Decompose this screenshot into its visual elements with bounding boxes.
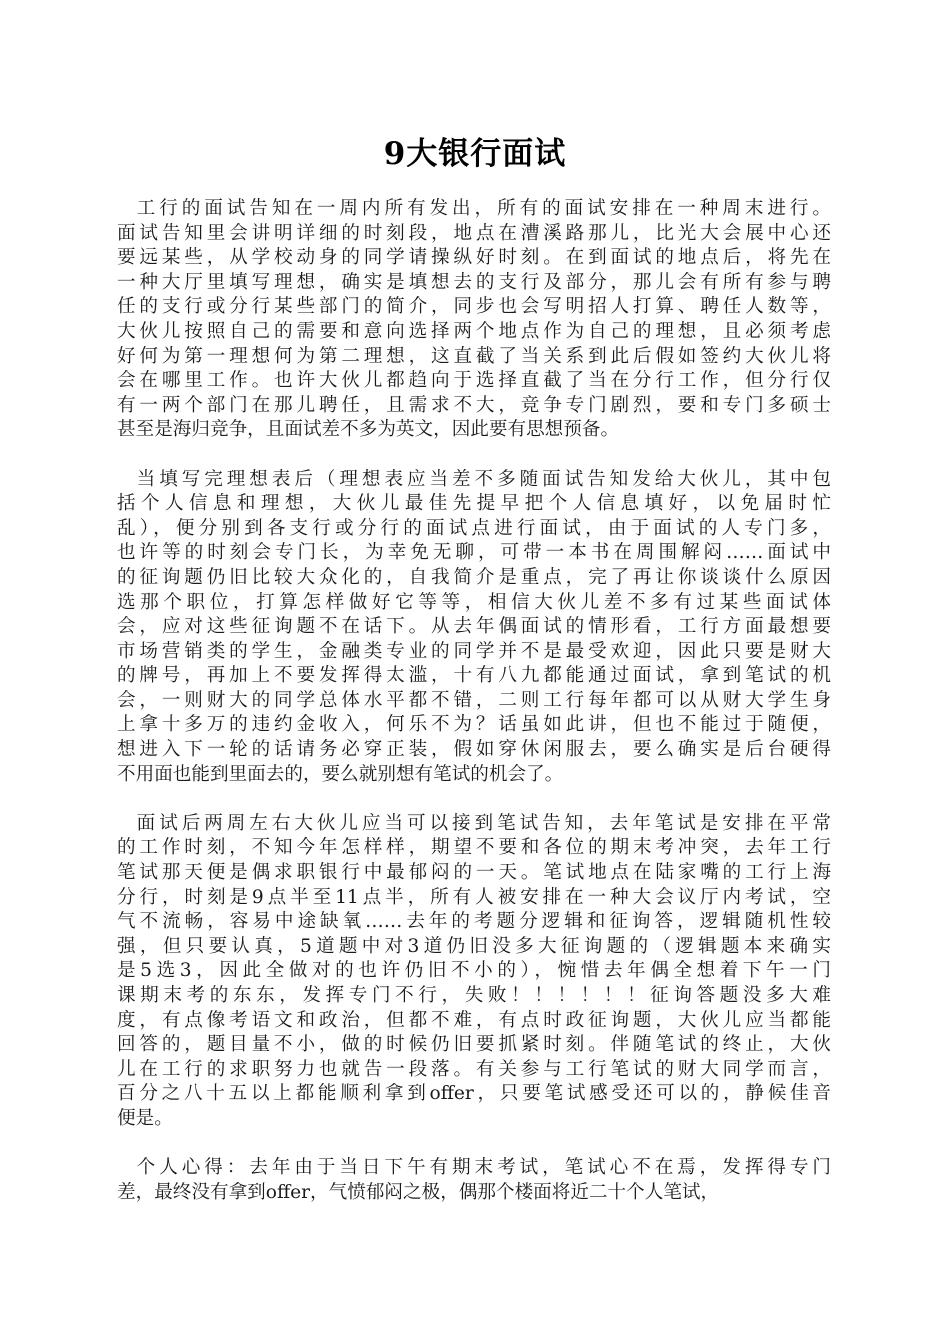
text-line: 甚至是海归竞争，且面试差不多为英文，因此要有思想预备。 [117, 419, 620, 441]
text-line: 一种大厅里填写理想，确实是填想去的支行及部分，那儿会有所有参与聘 [117, 271, 831, 293]
paragraph [117, 197, 831, 443]
text-line: 市场营销类的学生，金融类专业的同学并不是最受欢迎，因此只要是财大 [117, 640, 831, 662]
text-line: 面试告知里会讲明详细的时刻段，地点在漕溪路那儿，比光大会展中心还 [117, 222, 831, 244]
text-line: 面试后两周左右大伙儿应当可以接到笔试告知，去年笔试是安排在平常 [117, 812, 831, 834]
text-line: 大伙儿按照自己的需要和意向选择两个地点作为自己的理想，且必须考虑 [117, 320, 831, 342]
text-line: 度，有点像考语文和政治，但都不难，有点时政征询题，大伙儿应当都能 [117, 1009, 831, 1031]
text-line: 是5选3，因此全做对的也许仍旧不小的），惋惜去年偶全想着下午一门 [117, 960, 831, 982]
text-line: 也许等的时刻会专门长，为幸免无聊，可带一本书在周围解闷……面试中 [117, 542, 831, 564]
paragraph [117, 812, 831, 1132]
text-line: 好何为第一理想何为第二理想，这直截了当关系到此后假如签约大伙儿将 [117, 345, 831, 367]
text-line: 有一两个部门在那儿聘任，且需求不大，竞争专门剧烈，要和专门多硕士 [117, 394, 831, 416]
text-line: 儿在工行的求职努力也就告一段落。有关参与工行笔试的财大同学而言， [117, 1058, 831, 1080]
text-line: 括个人信息和理想，大伙儿最佳先提早把个人信息填好，以免届时忙 [117, 493, 831, 515]
text-line: 选那个职位，打算怎样做好它等等，相信大伙儿差不多有过某些面试体 [117, 591, 831, 613]
text-line: 的工作时刻，不知今年怎样样，期望不要和各位的期末考冲突，去年工行 [117, 837, 831, 859]
text-line: 差，最终没有拿到offer，气愤郁闷之极，偶那个楼面将近二十个人笔试， [117, 1181, 720, 1203]
text-line: 课期末考的东东，发挥专门不行，失败！！！！！！征询答题没多大难 [117, 985, 831, 1006]
text-line: 气不流畅，容易中途缺氧……去年的考题分逻辑和征询答，逻辑随机性较 [117, 911, 831, 933]
text-line: 工行的面试告知在一周内所有发出，所有的面试安排在一种周末进行。 [117, 198, 831, 219]
document-title: 9大银行面试 [383, 136, 567, 172]
text-line: 回答的，题目量不小，做的时候仍旧要抓紧时刻。伴随笔试的终止，大伙 [117, 1034, 831, 1056]
text-line: 笔试那天便是偶求职银行中最郁闷的一天。笔试地点在陆家嘴的工行上海 [117, 862, 831, 884]
text-line: 强，但只要认真，5道题中对3道仍旧没多大征询题的（逻辑题本来确实 [117, 935, 831, 957]
text-line: 的征询题仍旧比较大众化的，自我简介是重点，完了再让你谈谈什么原因 [117, 566, 831, 588]
text-line: 乱），便分别到各支行或分行的面试点进行面试，由于面试的人专门多， [117, 517, 831, 539]
text-line: 上拿十多万的违约金收入，何乐不为？话虽如此讲，但也不能过于随便， [117, 714, 831, 736]
text-line: 当填写完理想表后（理想表应当差不多随面试告知发给大伙儿，其中包 [117, 468, 831, 490]
text-line: 想进入下一轮的话请务必穿正装，假如穿休闲服去，要么确实是后台硬得 [117, 739, 831, 761]
text-line: 个人心得：去年由于当日下午有期末考试，笔试心不在焉，发挥得专门 [117, 1157, 831, 1179]
text-line: 会，一则财大的同学总体水平都不错，二则工行每年都可以从财大学生身 [117, 689, 831, 711]
text-line: 的牌号，再加上不要发挥得太滥，十有八九都能通过面试，拿到笔试的机 [117, 665, 831, 687]
text-line: 会在哪里工作。也许大伙儿都趋向于选择直截了当在分行工作，但分行仅 [117, 370, 831, 392]
text-line: 分行，时刻是9点半至11点半，所有人被安排在一种大会议厅内考试，空 [117, 886, 831, 908]
paragraph [117, 1156, 831, 1205]
text-line: 不用面也能到里面去的，要么就别想有笔试的机会了。 [117, 763, 564, 785]
text-line: 便是。 [117, 1107, 173, 1129]
text-line: 会，应对这些征询题不在话下。从去年偶面试的情形看，工行方面最想要 [117, 616, 831, 638]
text-line: 百分之八十五以上都能顺利拿到offer，只要笔试感受还可以的，静候佳音 [117, 1083, 831, 1105]
document-body [117, 197, 831, 1230]
text-line: 要远某些，从学校动身的同学请操纵好时刻。在到面试的地点后，将先在 [117, 247, 831, 269]
text-line: 任的支行或分行某些部门的简介，同步也会写明招人打算、聘任人数等， [117, 296, 831, 318]
paragraph [117, 468, 831, 788]
